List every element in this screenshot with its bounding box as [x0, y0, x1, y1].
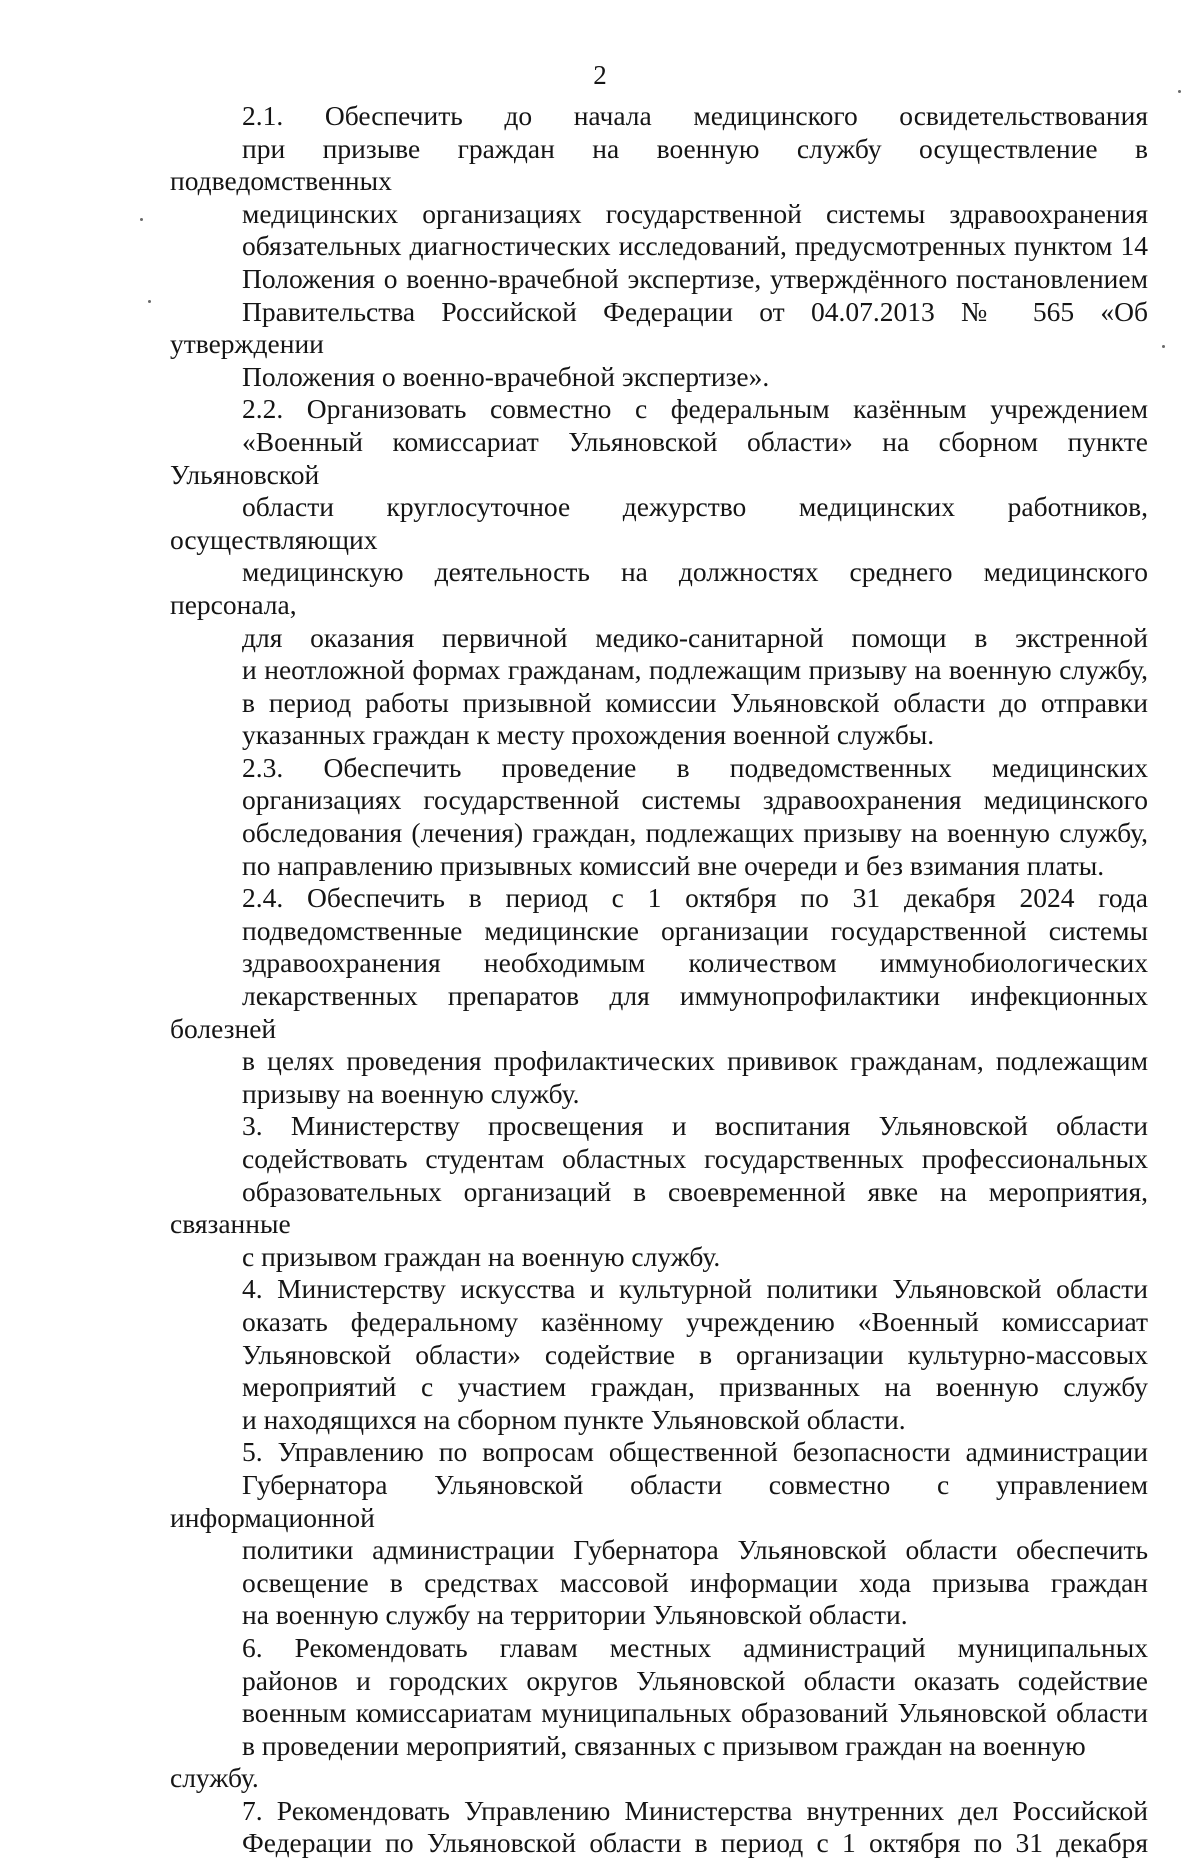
text-line: области круглосуточное дежурство медицинских работников, осуществляющих	[170, 491, 1148, 555]
text-line: здравоохранения необходимым количеством иммунобиологических	[242, 947, 1148, 979]
text-line: Правительства Российской Федерации от 04.07.2013 № 565 «Об утверждении	[170, 295, 1148, 360]
scan-speck	[148, 300, 151, 303]
text-line: 5. Управлению по вопросам общественной безопасности администрации	[242, 1436, 1148, 1468]
text-line: районов и городских округов Ульяновской области оказать содействие	[242, 1664, 1148, 1696]
text-line: «Военный комиссариат Ульяновской области» на сборном пункте Ульяновской	[170, 425, 1148, 490]
text-line: Положения о военно-врачебной экспертизе, утверждённого постановлением	[242, 262, 1148, 294]
scan-speck	[1178, 90, 1181, 93]
text-line: с призывом граждан на военную службу.	[242, 1240, 721, 1272]
text-line: Ульяновской области» содействие в организации культурно-массовых	[242, 1338, 1148, 1370]
text-line: медицинских организациях государственной системы здравоохранения	[242, 197, 1148, 229]
text-line: 2.3. Обеспечить проведение в подведомственных медицинских	[242, 751, 1148, 783]
scan-speck	[140, 218, 143, 221]
paragraph-7	[170, 1795, 1148, 1860]
paragraph-4	[170, 1273, 1148, 1436]
text-line: 2.2. Организовать совместно с федеральным казённым учреждением	[242, 393, 1148, 425]
text-line: в целях проведения профилактических прививок гражданам, подлежащим	[242, 1045, 1148, 1077]
text-line: подведомственные медицинские организации государственной системы	[242, 914, 1148, 946]
text-line: призыву на военную службу.	[242, 1077, 580, 1109]
text-line: 2.4. Обеспечить в период с 1 октября по 31 декабря 2024 года	[242, 882, 1148, 914]
text-line: указанных граждан к месту прохождения военной службы.	[242, 719, 935, 751]
text-line: освещение в средствах массовой информации хода призыва граждан	[242, 1566, 1148, 1598]
text-line: по направлению призывных комиссий вне очереди и без взимания платы.	[242, 849, 1105, 881]
paragraph-2-2	[170, 393, 1148, 752]
text-line: образовательных организаций в своевременной явке на мероприятия, связанные	[170, 1175, 1148, 1240]
text-line: оказать федеральному казённому учреждению «Военный комиссариат	[242, 1305, 1148, 1337]
text-line: Губернатора Ульяновской области совместно с управлением информационной	[170, 1468, 1148, 1533]
text-line: при призыве граждан на военную службу осуществление в подведомственных	[170, 132, 1148, 197]
text-line: лекарственных препаратов для иммунопрофилактики инфекционных болезней	[170, 980, 1148, 1044]
text-line: содействовать студентам областных государственных профессиональных	[242, 1143, 1148, 1174]
text-line: Положения о военно-врачебной экспертизе».	[242, 360, 770, 392]
text-line: 7. Рекомендовать Управлению Министерства внутренних дел Российской	[242, 1794, 1148, 1826]
paragraph-2-4	[170, 882, 1148, 1110]
text-line: военным комиссариатам муниципальных образований Ульяновской области	[242, 1697, 1148, 1729]
text-line: в период работы призывной комиссии Ульяновской области до отправки	[242, 686, 1148, 718]
paragraph-5	[170, 1436, 1148, 1632]
text-line: обязательных диагностических исследований, предусмотренных пунктом 14	[242, 230, 1148, 262]
text-line: 6. Рекомендовать главам местных администраций муниципальных	[242, 1631, 1148, 1663]
text-line: Федерации по Ульяновской области в период с 1 октября по 31 декабря	[242, 1827, 1148, 1859]
text-line: 3. Министерству просвещения и воспитания Ульяновской области	[242, 1110, 1148, 1142]
scan-speck	[1162, 345, 1165, 348]
text-line: мероприятий с участием граждан, призванных на военную службу	[242, 1371, 1148, 1403]
text-line: для оказания первичной медико-санитарной помощи в экстренной	[242, 621, 1148, 653]
text-line: 2.1. Обеспечить до начала медицинского освидетельствования	[242, 100, 1148, 131]
text-line: и находящихся на сборном пункте Ульяновской области.	[242, 1403, 906, 1435]
text-line: 4. Министерству искусства и культурной политики Ульяновской области	[242, 1273, 1148, 1305]
text-line: медицинскую деятельность на должностях среднего медицинского персонала,	[170, 556, 1148, 620]
text-line: на военную службу на территории Ульяновской области.	[242, 1599, 908, 1631]
paragraph-6	[170, 1632, 1148, 1795]
text-line: организациях государственной системы здравоохранения медицинского	[242, 784, 1148, 816]
paragraph-3	[170, 1110, 1148, 1273]
document-body	[170, 100, 1148, 1860]
text-line: обследования (лечения) граждан, подлежащих призыву на военную службу,	[242, 817, 1148, 849]
text-line: политики администрации Губернатора Ульяновской области обеспечить	[242, 1534, 1148, 1566]
paragraph-2-3	[170, 752, 1148, 882]
page-number: 2	[593, 60, 607, 90]
text-line: и неотложной формах гражданам, подлежащим призыву на военную службу,	[242, 654, 1148, 686]
text-line: в проведении мероприятий, связанных с призывом граждан на военную службу.	[170, 1729, 1086, 1794]
paragraph-2-1	[170, 100, 1148, 393]
